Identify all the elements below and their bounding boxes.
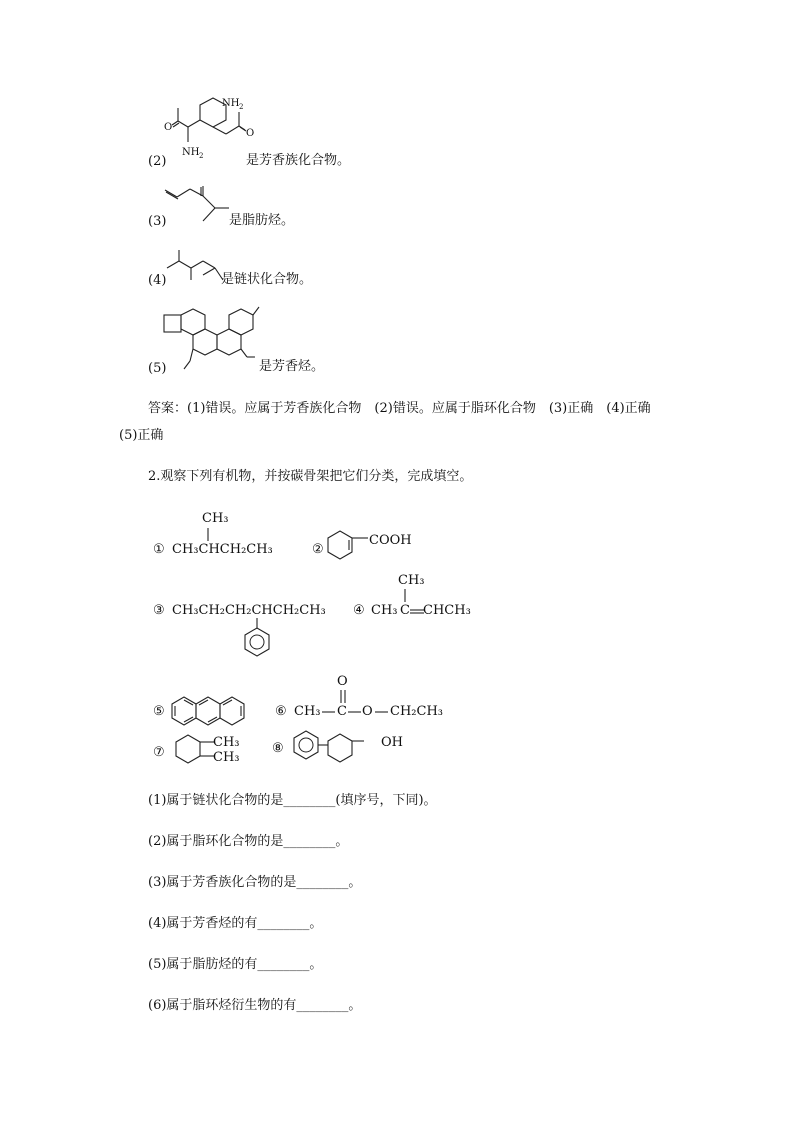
- compound-4-number: ④: [353, 603, 365, 618]
- question-4: (4)属于芳香烃的有________。: [148, 916, 323, 931]
- item-5-statement: 是芳香烃。: [259, 359, 325, 374]
- question-6: (6)属于脂环烃衍生物的有________。: [148, 998, 362, 1013]
- item-2-number: (2): [148, 154, 167, 169]
- compound-7-methyl-1: CH₃: [213, 735, 240, 750]
- compound-7-number: ⑦: [153, 745, 165, 760]
- compound-4-carbon: C: [400, 603, 410, 618]
- compound-3-formula: CH₃CH₂CH₂CHCH₂CH₃: [172, 603, 326, 618]
- compound-5-number: ⑤: [153, 704, 165, 719]
- compound-4-bond: [405, 589, 409, 603]
- compound-2-number: ②: [312, 542, 324, 557]
- compound-5-anthracene: [170, 694, 260, 730]
- svg-text:2: 2: [239, 103, 244, 111]
- compound-6-carbonyl-o: O: [337, 674, 348, 689]
- compound-3-phenyl: [242, 618, 282, 668]
- answer-line-2: (5)正确: [119, 428, 164, 443]
- item-4-statement: 是链状化合物。: [221, 272, 313, 287]
- compound-3-number: ③: [153, 603, 165, 618]
- question-2: (2)属于脂环化合物的是________。: [148, 834, 349, 849]
- question-5: (5)属于脂肪烃的有________。: [148, 957, 323, 972]
- compound-1-methyl: CH₃: [202, 511, 229, 526]
- o-right-label: O: [246, 128, 255, 139]
- compound-6-number: ⑥: [275, 704, 287, 719]
- compound-1-formula: CH₃CHCH₂CH₃: [172, 542, 273, 557]
- q2-title: 2.观察下列有机物，并按碳骨架把它们分类，完成填空。: [148, 469, 473, 484]
- compound-6-left: CH₃: [294, 704, 321, 719]
- structure-3: [165, 186, 235, 226]
- compound-4-left: CH₃: [371, 603, 398, 618]
- compound-8-structure: [292, 728, 392, 768]
- svg-text:2: 2: [199, 152, 204, 160]
- nh2-bottom-label: NH: [182, 147, 200, 158]
- compound-6-bond-1: [322, 711, 338, 715]
- compound-8-number: ⑧: [272, 741, 284, 756]
- structure-4: [165, 250, 225, 290]
- compound-6-double-bond: [340, 690, 348, 704]
- item-4-number: (4): [148, 273, 167, 288]
- compound-1-bond: [208, 528, 212, 542]
- compound-8-group: OH: [381, 735, 403, 750]
- compound-2-group: COOH: [369, 533, 412, 548]
- o-left-label: O: [164, 122, 173, 133]
- item-5-number: (5): [148, 361, 167, 376]
- answer-line-1: 答案：(1)错误。应属于芳香族化合物 (2)错误。应属于脂环化合物 (3)正确 (4)正确: [148, 401, 651, 416]
- question-3: (3)属于芳香族化合物的是________。: [148, 875, 362, 890]
- structure-5: [162, 305, 262, 375]
- nh2-top-label: NH: [222, 98, 240, 109]
- question-1: (1)属于链状化合物的是________(填序号，下同)。: [148, 793, 437, 808]
- item-2-statement: 是芳香族化合物。: [246, 153, 351, 168]
- compound-6-right: CH₂CH₃: [390, 704, 443, 719]
- compound-6-bond-3: [375, 711, 391, 715]
- item-3-number: (3): [148, 214, 167, 229]
- compound-6-carbon: C: [337, 704, 347, 719]
- compound-4-right: CHCH₃: [423, 603, 471, 618]
- compound-7-methyl-2: CH₃: [213, 750, 240, 765]
- compound-1-number: ①: [153, 542, 165, 557]
- compound-4-methyl: CH₃: [398, 573, 425, 588]
- item-3-statement: 是脂肪烃。: [229, 213, 295, 228]
- compound-6-oxygen: O: [362, 704, 373, 719]
